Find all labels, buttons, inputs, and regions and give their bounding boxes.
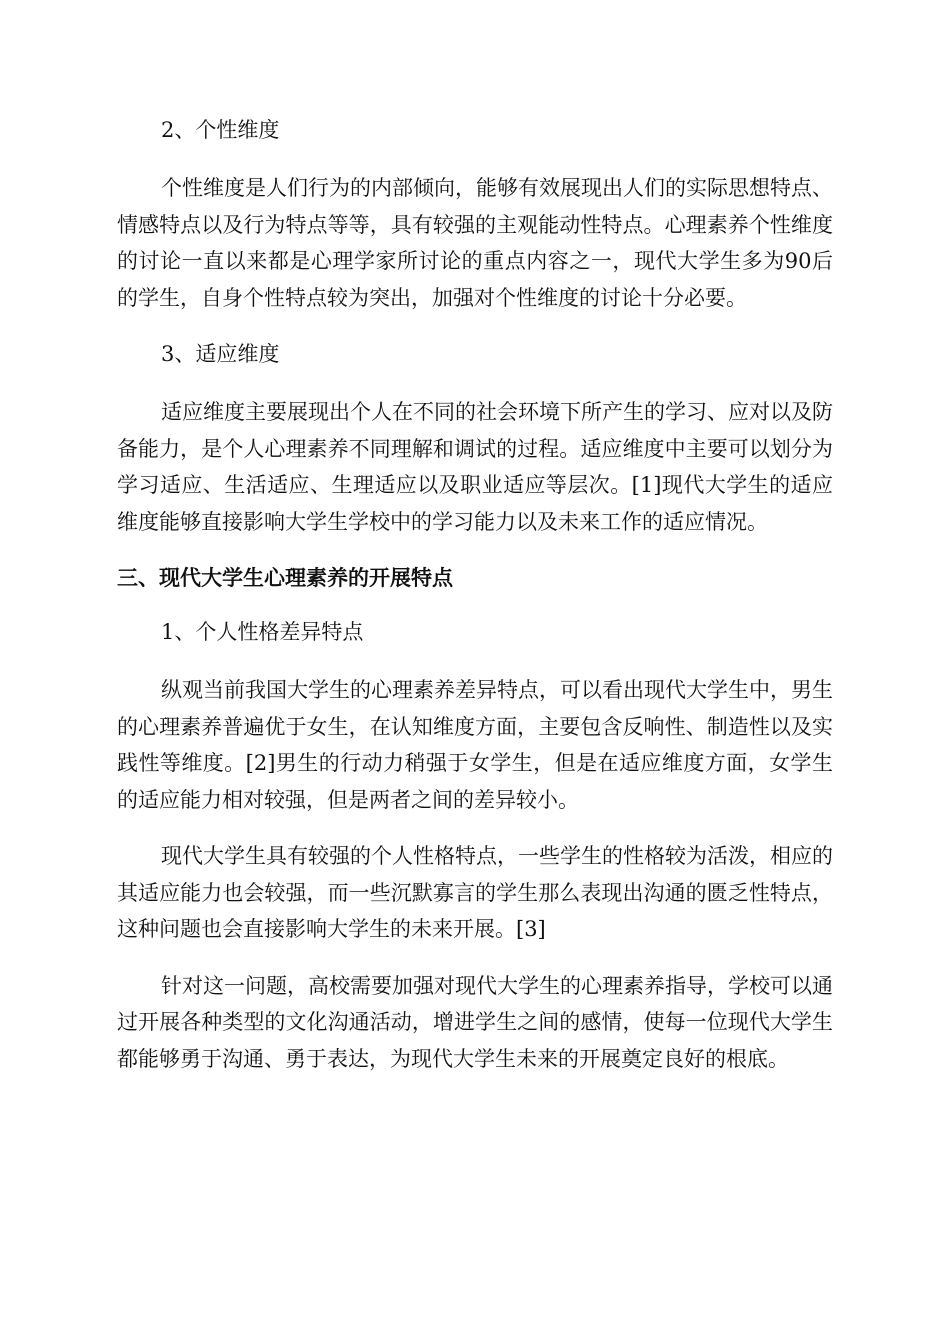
document-body bbox=[117, 112, 833, 1097]
paragraph-personality-dimension: 个性维度是人们行为的内部倾向，能够有效展现出人们的实际思想特点、情感特点以及行为特点等等，具有较强的主观能动性特点。心理素养个性维度的讨论一直以来都是心理学家所讨论的重点内容之一，现代大学生多为90后的学生，自身个性特点较为突出，加强对个性维度的讨论十分必要。 bbox=[117, 176, 833, 310]
section-heading-characteristics: 三、现代大学生心理素养的开展特点 bbox=[117, 566, 453, 590]
paragraph-adaptation-dimension: 适应维度主要展现出个人在不同的社会环境下所产生的学习、应对以及防备能力，是个人心理素养不同理解和调试的过程。适应维度中主要可以划分为学习适应、生活适应、生理适应以及职业适应等层次。[1]现代大学生的适应维度能够直接影响大学生学校中的学习能力以及未来工作的适应情况。 bbox=[117, 400, 833, 534]
paragraph-school-guidance: 针对这一问题，高校需要加强对现代大学生的心理素养指导，学校可以通过开展各种类型的文化沟通活动，增进学生之间的感情，使每一位现代大学生都能够勇于沟通、勇于表达，为现代大学生未来的开展奠定良好的根底。 bbox=[117, 973, 833, 1071]
paragraph-personality-traits: 现代大学生具有较强的个人性格特点，一些学生的性格较为活泼，相应的其适应能力也会较强，而一些沉默寡言的学生那么表现出沟通的匮乏性特点，这种问题也会直接影响大学生的未来开展。[3] bbox=[117, 844, 833, 941]
subheading-personal-differences: 1、个人性格差异特点 bbox=[161, 620, 364, 644]
paragraph-gender-differences: 纵观当前我国大学生的心理素养差异特点，可以看出现代大学生中，男生的心理素养普遍优于女生，在认知维度方面，主要包含反响性、制造性以及实践性等维度。[2]男生的行动力稍强于女学生，但是在适应维度方面，女学生的适应能力相对较强，但是两者之间的差异较小。 bbox=[117, 678, 833, 812]
subheading-adaptation-dimension: 3、适应维度 bbox=[161, 342, 280, 366]
subheading-personality-dimension: 2、个性维度 bbox=[161, 118, 280, 142]
